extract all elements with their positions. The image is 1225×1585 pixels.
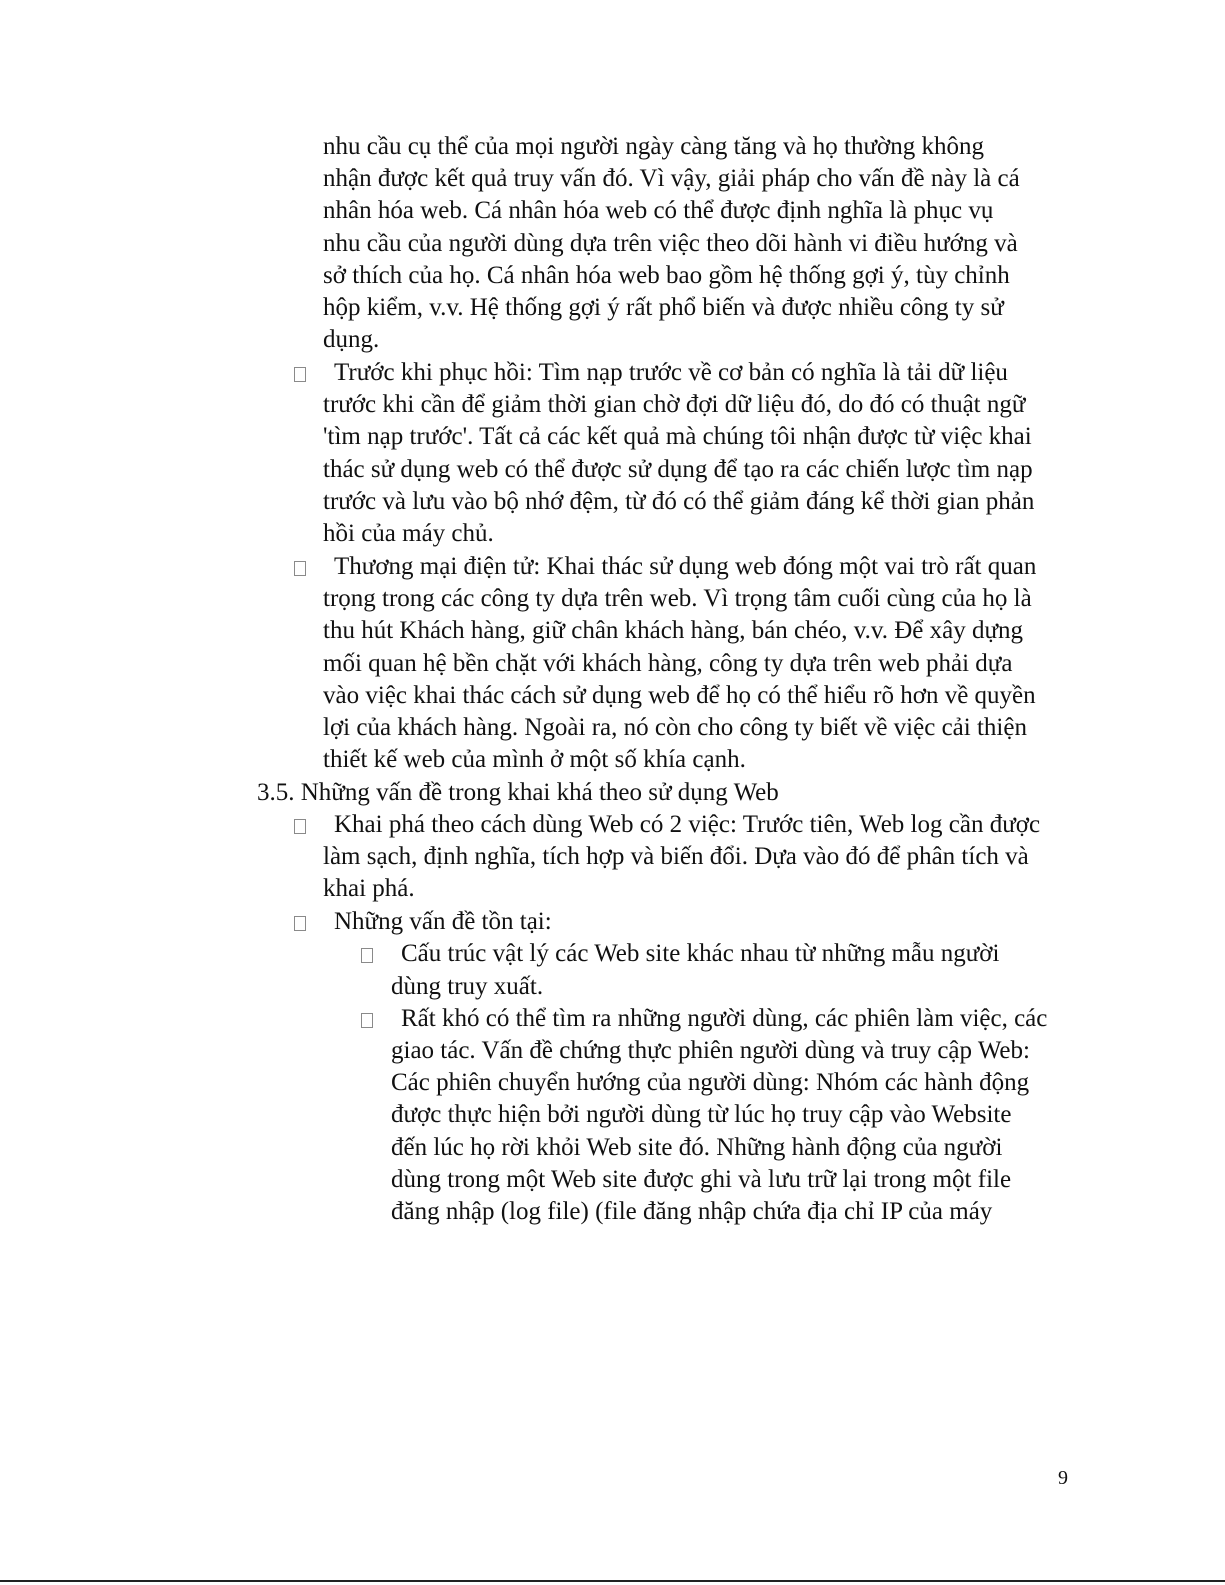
paragraph-line: sở thích của họ. Cá nhân hóa web bao gồm hệ thống gợi ý, tùy chỉnh	[323, 262, 1010, 289]
page-bottom-divider	[0, 1580, 1225, 1582]
list-item-line: trọng trong các công ty dựa trên web. Vì trọng tâm cuối cùng của họ là	[323, 585, 1032, 612]
section-heading: 3.5. Những vấn đề trong khai khá theo sử dụng Web	[257, 779, 779, 806]
list-item-line: khai phá.	[323, 875, 415, 902]
sublist-item-line: Rất khó có thể tìm ra những người dùng, các phiên làm việc, các	[401, 1005, 1048, 1032]
list-item-line: trước khi cần để giảm thời gian chờ đợi dữ liệu đó, do đó có thuật ngữ	[323, 391, 1026, 418]
list-item-line: lợi của khách hàng. Ngoài ra, nó còn cho công ty biết về việc cải thiện	[323, 714, 1027, 741]
list-item-line: Thương mại điện tử: Khai thác sử dụng web đóng một vai trò rất quan	[334, 553, 1037, 580]
list-item-line: thiết kế web của mình ở một số khía cạnh.	[323, 746, 746, 773]
list-item-line: Khai phá theo cách dùng Web có 2 việc: Trước tiên, Web log cần được	[334, 811, 1041, 838]
paragraph-line: nhu cầu của người dùng dựa trên việc theo dõi hành vi điều hướng và	[323, 230, 1018, 257]
square-bullet-icon	[294, 916, 306, 931]
paragraph-line: dụng.	[323, 326, 380, 353]
list-item-line: Những vấn đề tồn tại:	[334, 908, 552, 935]
paragraph-line: nhu cầu cụ thể của mọi người ngày càng tăng và họ thường không	[323, 133, 985, 160]
list-item-line: làm sạch, định nghĩa, tích hợp và biến đổi. Dựa vào đó để phân tích và	[323, 843, 1029, 870]
paragraph-line: nhận được kết quả truy vấn đó. Vì vậy, giải pháp cho vấn đề này là cá	[323, 165, 1020, 192]
paragraph-line: nhân hóa web. Cá nhân hóa web có thể được định nghĩa là phục vụ	[323, 197, 994, 224]
list-item-line: thác sử dụng web có thể được sử dụng để tạo ra các chiến lược tìm nạp	[323, 456, 1033, 483]
sublist-item-line: đăng nhập (log file) (file đăng nhập chứa địa chỉ IP của máy	[391, 1198, 993, 1225]
sublist-item-line: Các phiên chuyển hướng của người dùng: Nhóm các hành động	[391, 1069, 1030, 1096]
list-item-line: trước và lưu vào bộ nhớ đệm, từ đó có thể giảm đáng kể thời gian phản	[323, 488, 1035, 515]
square-bullet-icon	[294, 819, 306, 834]
list-item-line: 'tìm nạp trước'. Tất cả các kết quả mà chúng tôi nhận được từ việc khai	[323, 423, 1032, 450]
square-bullet-icon	[294, 561, 306, 576]
list-item-line: mối quan hệ bền chặt với khách hàng, công ty dựa trên web phải dựa	[323, 650, 1013, 677]
sublist-item-line: dùng trong một Web site được ghi và lưu trữ lại trong một file	[391, 1166, 1012, 1193]
square-bullet-icon	[361, 948, 373, 963]
list-item-line: hồi của máy chủ.	[323, 520, 494, 547]
sublist-item-line: dùng truy xuất.	[391, 973, 544, 1000]
sublist-item-line: đến lúc họ rời khỏi Web site đó. Những hành động của người	[391, 1134, 1003, 1161]
paragraph-line: hộp kiểm, v.v. Hệ thống gợi ý rất phổ biến và được nhiều công ty sử	[323, 294, 1004, 321]
sublist-item-line: được thực hiện bởi người dùng từ lúc họ truy cập vào Website	[391, 1101, 1012, 1128]
list-item-line: Trước khi phục hồi: Tìm nạp trước về cơ bản có nghĩa là tải dữ liệu	[334, 359, 1008, 386]
list-item-line: thu hút Khách hàng, giữ chân khách hàng, bán chéo, v.v. Để xây dựng	[323, 617, 1024, 644]
square-bullet-icon	[294, 367, 306, 382]
sublist-item-line: giao tác. Vấn đề chứng thực phiên người dùng và truy cập Web:	[391, 1037, 1030, 1064]
page-number: 9	[1058, 1467, 1068, 1489]
square-bullet-icon	[361, 1013, 373, 1028]
sublist-item-line: Cấu trúc vật lý các Web site khác nhau từ những mẫu người	[401, 940, 1000, 967]
list-item-line: vào việc khai thác cách sử dụng web để họ có thể hiểu rõ hơn về quyền	[323, 682, 1036, 709]
